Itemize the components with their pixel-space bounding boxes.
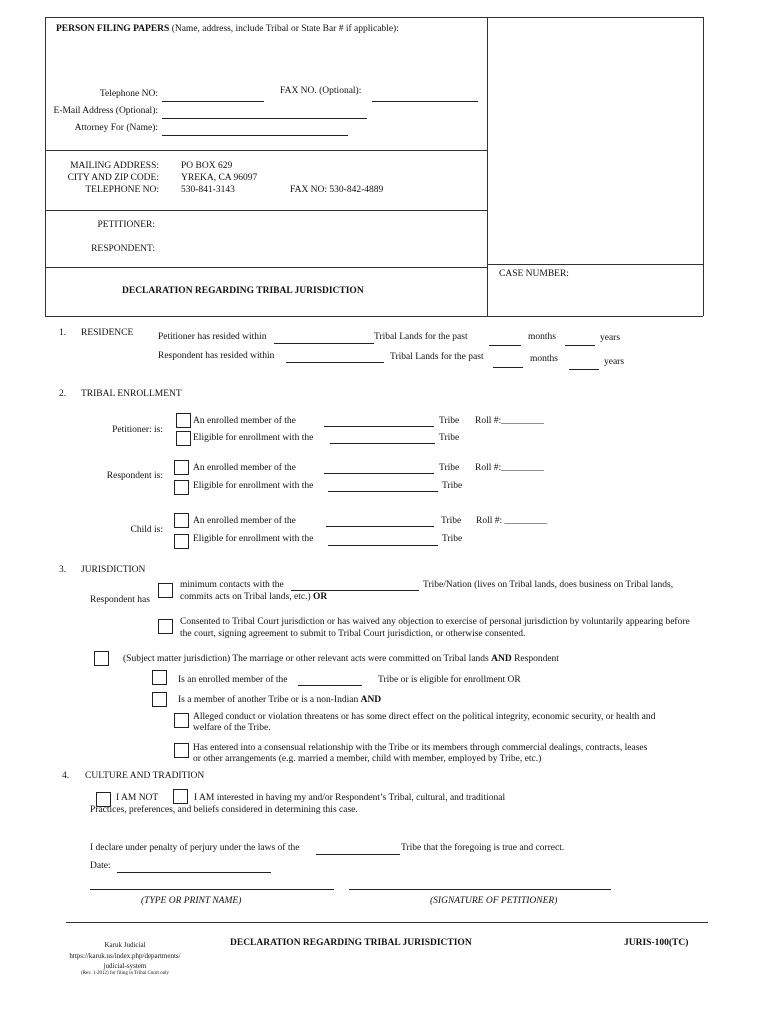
signature-field[interactable] — [349, 889, 611, 890]
form-title: DECLARATION REGARDING TRIBAL JURISDICTION — [122, 286, 364, 296]
respondent-enrolled-checkbox[interactable] — [174, 460, 189, 475]
i-am-not-label: I AM NOT — [116, 793, 159, 803]
culture-heading: CULTURE AND TRADITION — [85, 771, 205, 781]
footer-org: Karuk Judicial — [104, 941, 146, 949]
petitioner-months-field[interactable] — [489, 345, 521, 346]
attorney-field[interactable] — [162, 135, 348, 136]
minimum-contacts-checkbox[interactable] — [158, 583, 173, 598]
petitioner-roll-number[interactable]: Roll #:_________ — [475, 416, 544, 426]
footer-url-1[interactable]: https://karuk.us/index.php/departments/ — [69, 952, 181, 960]
footer-url-2[interactable]: judicial-system — [103, 962, 147, 970]
petitioner-years-label: years — [600, 333, 621, 343]
respondent-label: RESPONDENT: — [91, 244, 155, 254]
respondent-enrolled-eligible-text: Tribe or is eligible for enrollment OR — [378, 675, 521, 685]
petitioner-enrolled-checkbox[interactable] — [176, 413, 191, 428]
type-print-name-label: (TYPE OR PRINT NAME) — [141, 896, 242, 906]
respondent-resided-text: Respondent has resided within — [158, 351, 275, 361]
footer-form-code: JURIS-100(TC) — [624, 938, 689, 948]
footer-revision: (Rev. 1-2012) for filing in Tribal Court only — [80, 971, 169, 976]
petitioner-eligible-text: Eligible for enrollment with the — [193, 433, 314, 443]
minimum-contacts-text-3: commits acts on Tribal lands, etc.) OR — [180, 592, 328, 602]
petitioner-label: PETITIONER: — [97, 220, 155, 230]
petitioner-is-label: Petitioner: is: — [112, 425, 163, 435]
child-enrolled-text: An enrolled member of the — [193, 516, 296, 526]
alleged-conduct-text-1: Alleged conduct or violation threatens or has some direct effect on the political integrity, economic security, or health and — [193, 712, 656, 722]
footer-divider — [66, 922, 708, 923]
respondent-has-label: Respondent has — [90, 595, 150, 605]
mailing-address-label: MAILING ADDRESS: — [70, 161, 159, 171]
i-am-interested-text-2: Practices, preferences, and beliefs considered in determining this case. — [90, 805, 358, 815]
child-eligible-text: Eligible for enrollment with the — [193, 534, 314, 544]
consensual-relationship-checkbox[interactable] — [174, 743, 189, 758]
court-fax: FAX NO: 530-842-4889 — [290, 185, 384, 195]
footer-title: DECLARATION REGARDING TRIBAL JURISDICTION — [230, 938, 472, 948]
respondent-eligible-text: Eligible for enrollment with the — [193, 481, 314, 491]
petitioner-enrolled-tribe-field[interactable] — [324, 426, 434, 427]
consented-checkbox[interactable] — [158, 619, 173, 634]
petitioner-tribal-lands-field[interactable] — [274, 343, 374, 344]
petitioner-years-field[interactable] — [565, 345, 595, 346]
signature-petitioner-label: (SIGNATURE OF PETITIONER) — [430, 896, 558, 906]
i-am-interested-checkbox[interactable] — [173, 789, 188, 804]
respondent-lands-past-text: Tribal Lands for the past — [390, 352, 484, 362]
petitioner-months-label: months — [528, 332, 556, 342]
section-2-number: 2. — [59, 389, 67, 399]
fax-label: FAX NO. (Optional): — [280, 86, 362, 96]
petitioner-resided-text: Petitioner has resided within — [158, 332, 267, 342]
mailing-address-value: PO BOX 629 — [181, 161, 233, 171]
i-am-interested-text-1: I AM interested in having my and/or Respondent’s Tribal, cultural, and traditional — [194, 793, 506, 803]
consented-text-1: Consented to Tribal Court jurisdiction or has waived any objection to exercise of personal jurisdiction by voluntarily appearing before — [180, 617, 690, 627]
subject-matter-text: (Subject matter jurisdiction) The marriage or other relevant acts were committed on Tribal lands AND Respondent — [123, 654, 559, 664]
consensual-relationship-text-2: or other arrangements (e.g. married a member, child with member, employed by Tribe, etc.) — [193, 754, 542, 764]
enrollment-heading: TRIBAL ENROLLMENT — [81, 389, 182, 399]
petitioner-eligible-checkbox[interactable] — [176, 431, 191, 446]
respondent-enrolled-text: An enrolled member of the — [193, 463, 296, 473]
date-field[interactable] — [117, 872, 271, 873]
telephone-field[interactable] — [162, 101, 264, 102]
consensual-relationship-text-1: Has entered into a consensual relationship with the Tribe or its members through commercial dealings, contracts, leases — [193, 743, 648, 753]
section-1-number: 1. — [59, 328, 67, 338]
respondent-enrolled-member-checkbox[interactable] — [152, 670, 167, 685]
respondent-tribal-lands-field[interactable] — [286, 362, 384, 363]
section-3-number: 3. — [59, 565, 67, 575]
declaration-tribe-field[interactable] — [316, 854, 400, 855]
respondent-enrolled-tribe-field[interactable] — [324, 473, 434, 474]
alleged-conduct-checkbox[interactable] — [174, 713, 189, 728]
respondent-roll-number[interactable]: Roll #:_________ — [475, 463, 544, 473]
email-field[interactable] — [162, 118, 367, 119]
respondent-eligible-checkbox[interactable] — [174, 480, 189, 495]
respondent-months-label: months — [530, 354, 558, 364]
date-label: Date: — [90, 861, 111, 871]
subject-matter-checkbox[interactable] — [94, 651, 109, 666]
respondent-years-field[interactable] — [569, 369, 599, 370]
consented-text-2: the court, signing agreement to submit to Tribal Court jurisdiction, or otherwise consented. — [180, 629, 526, 639]
child-eligible-tribe-field[interactable] — [328, 545, 438, 546]
city-zip-label: CITY AND ZIP CODE: — [67, 173, 159, 183]
member-another-tribe-text: Is a member of another Tribe or is a non-Indian AND — [178, 695, 382, 705]
case-number-label: CASE NUMBER: — [499, 269, 569, 279]
print-name-field[interactable] — [90, 889, 334, 890]
member-another-tribe-checkbox[interactable] — [152, 692, 167, 707]
tribe-label: Tribe — [441, 516, 462, 526]
jurisdiction-heading: JURISDICTION — [81, 565, 146, 575]
petitioner-enrolled-text: An enrolled member of the — [193, 416, 296, 426]
person-filing-label: PERSON FILING PAPERS (Name, address, include Tribal or State Bar # if applicable): — [56, 24, 399, 34]
respondent-enrolled-member-text: Is an enrolled member of the — [178, 675, 288, 685]
respondent-months-field[interactable] — [493, 367, 523, 368]
tribe-label: Tribe — [442, 481, 463, 491]
respondent-enrolled-member-tribe-field[interactable] — [298, 685, 362, 686]
tribe-label: Tribe — [439, 463, 460, 473]
declaration-text-pre: I declare under penalty of perjury under the laws of the — [90, 843, 300, 853]
child-enrolled-checkbox[interactable] — [174, 513, 189, 528]
respondent-years-label: years — [604, 357, 625, 367]
declaration-text-post: Tribe that the foregoing is true and correct. — [401, 843, 565, 853]
attorney-label: Attorney For (Name): — [74, 123, 158, 133]
child-roll-number[interactable]: Roll #: _________ — [476, 516, 548, 526]
minimum-contacts-text-2: Tribe/Nation (lives on Tribal lands, does business on Tribal lands, — [423, 580, 674, 590]
tribe-label: Tribe — [442, 534, 463, 544]
telephone-label: Telephone NO: — [99, 89, 158, 99]
alleged-conduct-text-2: welfare of the Tribe. — [193, 723, 271, 733]
respondent-eligible-tribe-field[interactable] — [328, 491, 438, 492]
court-telephone-value: 530-841-3143 — [181, 185, 235, 195]
petitioner-lands-past-text: Tribal Lands for the past — [374, 332, 468, 342]
respondent-is-label: Respondent is: — [106, 471, 163, 481]
email-label: E-Mail Address (Optional): — [53, 106, 158, 116]
minimum-contacts-tribe-field[interactable] — [291, 590, 419, 591]
tribe-label: Tribe — [439, 433, 460, 443]
court-telephone-label: TELEPHONE NO: — [85, 185, 159, 195]
residence-heading: RESIDENCE — [81, 328, 134, 338]
child-is-label: Child is: — [130, 525, 163, 535]
petitioner-eligible-tribe-field[interactable] — [330, 443, 435, 444]
city-zip-value: YREKA, CA 96097 — [181, 173, 258, 183]
fax-field[interactable] — [372, 101, 478, 102]
child-eligible-checkbox[interactable] — [174, 534, 189, 549]
minimum-contacts-text-1: minimum contacts with the — [180, 580, 284, 590]
child-enrolled-tribe-field[interactable] — [326, 526, 434, 527]
tribe-label: Tribe — [439, 416, 460, 426]
section-4-number: 4. — [62, 771, 70, 781]
